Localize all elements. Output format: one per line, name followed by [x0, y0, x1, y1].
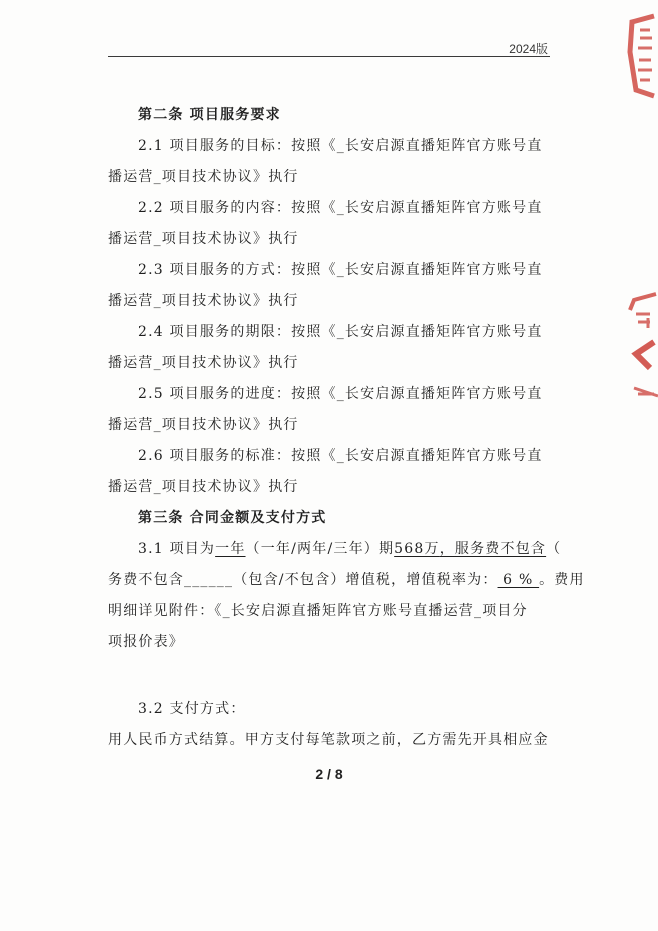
clause-3-1-line4: 项报价表》	[108, 634, 184, 650]
seal-stamp-middle	[624, 288, 658, 406]
term-value: 一年	[215, 541, 246, 557]
line2-end: 。费用	[539, 572, 585, 588]
tax-rate: 6 %	[497, 572, 540, 588]
clause-2-6-line1: 2.6 项目服务的标准：按照《_长安启源直播矩阵官方账号直	[138, 448, 543, 464]
header-rule	[108, 56, 550, 57]
clause-3-2-title: 3.2 支付方式：	[138, 701, 246, 717]
clause-2-1-line1: 2.1 项目服务的目标：按照《_长安启源直播矩阵官方账号直	[138, 138, 543, 154]
clause-2-5-line1: 2.5 项目服务的进度：按照《_长安启源直播矩阵官方账号直	[138, 386, 543, 402]
contract-body	[108, 100, 585, 756]
tax-blank: ______	[184, 572, 234, 588]
clause-2-3-line1: 2.3 项目服务的方式：按照《_长安启源直播矩阵官方账号直	[138, 262, 543, 278]
clause-3-1-prefix: 3.1 项目为	[138, 541, 216, 557]
clause-3-1-line3: 明细详见附件：《_长安启源直播矩阵官方账号直播运营_项目分	[108, 603, 528, 619]
clause-2-2-line1: 2.2 项目服务的内容：按照《_长安启源直播矩阵官方账号直	[138, 200, 543, 216]
tax-included-text: ，服务费不包含	[439, 541, 547, 557]
line1-tail: （	[546, 541, 562, 557]
contract-amount: 568万	[394, 541, 440, 557]
clause-3-2-text: 用人民币方式结算。甲方支付每笔款项之前，乙方需先开具相应金	[108, 732, 549, 748]
version-label: 2024版	[509, 42, 548, 56]
article3-heading: 第三条 合同金额及支付方式	[138, 510, 327, 526]
clause-2-1-line2: 播运营_项目技术协议》执行	[108, 169, 299, 185]
clause-2-4-line2: 播运营_项目技术协议》执行	[108, 355, 299, 371]
term-options: （一年/两年/三年）期	[245, 541, 395, 557]
seal-stamp-top	[624, 12, 658, 98]
page-number: 2 / 8	[315, 766, 343, 782]
clause-3-1-line1	[108, 534, 562, 565]
clause-2-6-line2: 播运营_项目技术协议》执行	[108, 479, 299, 495]
article2-heading: 第二条 项目服务要求	[138, 107, 281, 123]
clause-2-3-line2: 播运营_项目技术协议》执行	[108, 293, 299, 309]
line2-prefix: 务费不包含	[108, 572, 184, 588]
paragraph-gap	[108, 658, 548, 694]
tax-options: （包含/不包含）增值税，增值税率为：	[233, 572, 498, 588]
clause-3-1-line2	[108, 565, 585, 596]
clause-2-2-line2: 播运营_项目技术协议》执行	[108, 231, 299, 247]
clause-2-5-line2: 播运营_项目技术协议》执行	[108, 417, 299, 433]
clause-2-4-line1: 2.4 项目服务的期限：按照《_长安启源直播矩阵官方账号直	[138, 324, 543, 340]
